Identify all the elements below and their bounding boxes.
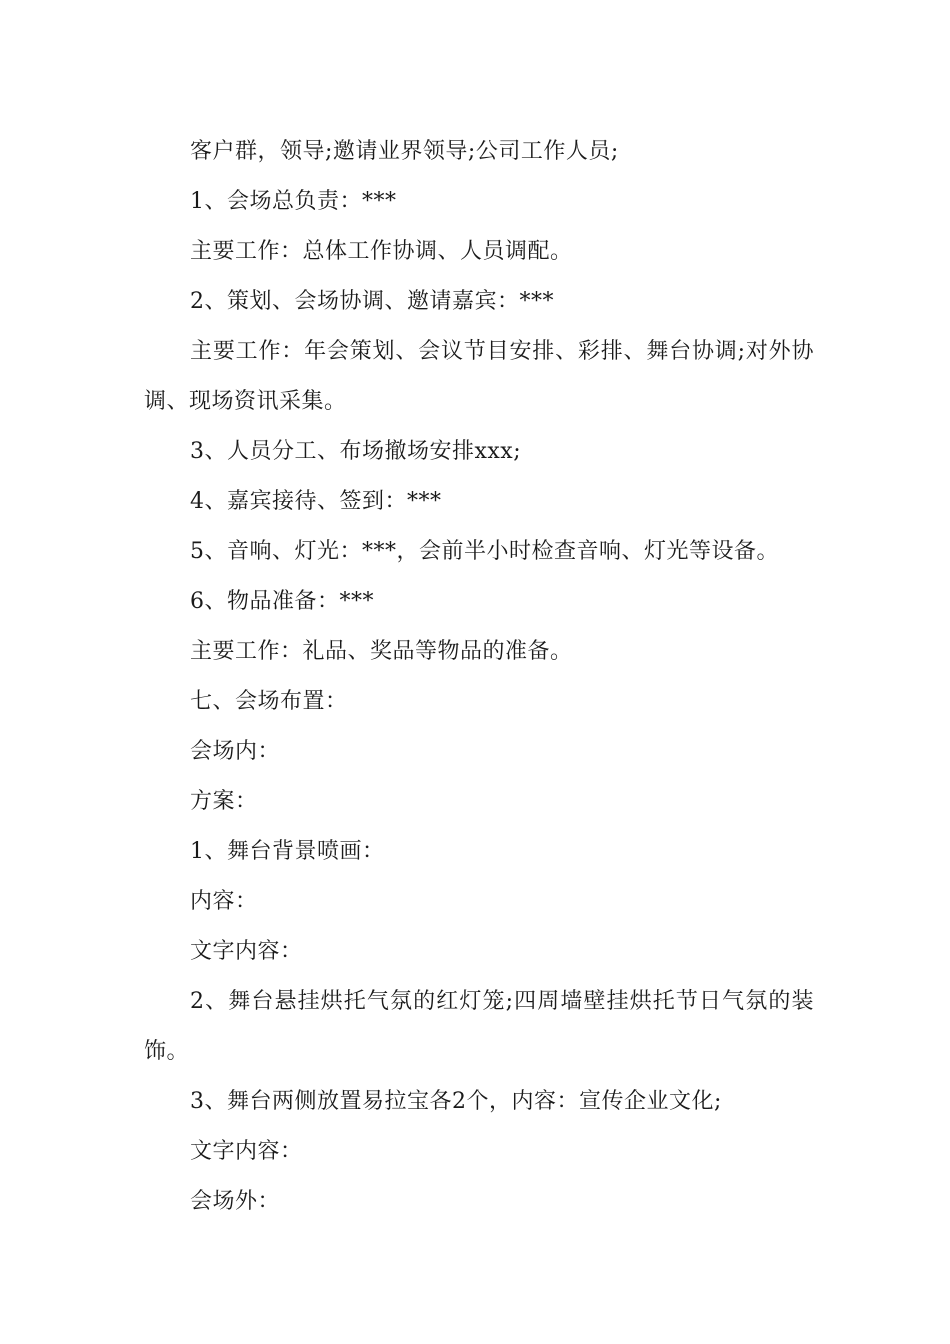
paragraph-supplies: 6、物品准备：*** [190, 589, 374, 614]
paragraph-lanterns: 2、舞台悬挂烘托气氛的红灯笼;四周墙壁挂烘托节日气氛的装饰。 [144, 989, 814, 1064]
paragraph-content: 内容： [190, 889, 258, 914]
paragraph-planning-duty: 主要工作：年会策划、会议节目安排、彩排、舞台协调;对外协调、现场资讯采集。 [144, 339, 814, 414]
paragraph-plan: 方案： [190, 789, 258, 814]
section-heading-venue-layout: 七、会场布置： [190, 689, 348, 714]
paragraph-planning: 2、策划、会场协调、邀请嘉宾：*** [190, 289, 554, 314]
paragraph-text-content-2: 文字内容： [190, 1139, 303, 1164]
paragraph-indoor: 会场内： [190, 739, 281, 764]
paragraph-venue-lead: 1、会场总负责：*** [190, 189, 397, 214]
paragraph-audio-lighting: 5、音响、灯光：***，会前半小时检查音响、灯光等设备。 [190, 539, 779, 564]
paragraph-stage-backdrop: 1、舞台背景喷画： [190, 839, 385, 864]
paragraph-audience: 客户群，领导;邀请业界领导;公司工作人员; [190, 139, 619, 164]
paragraph-reception: 4、嘉宾接待、签到：*** [190, 489, 442, 514]
paragraph-supplies-duty: 主要工作：礼品、奖品等物品的准备。 [190, 639, 573, 664]
paragraph-venue-lead-duty: 主要工作：总体工作协调、人员调配。 [190, 239, 573, 264]
paragraph-rollup-banners: 3、舞台两侧放置易拉宝各2个，内容：宣传企业文化; [190, 1089, 722, 1114]
document-body [144, 127, 814, 1227]
paragraph-text-content-1: 文字内容： [190, 939, 303, 964]
paragraph-outdoor: 会场外： [190, 1189, 281, 1214]
paragraph-staffing: 3、人员分工、布场撤场安排xxx; [190, 439, 522, 464]
